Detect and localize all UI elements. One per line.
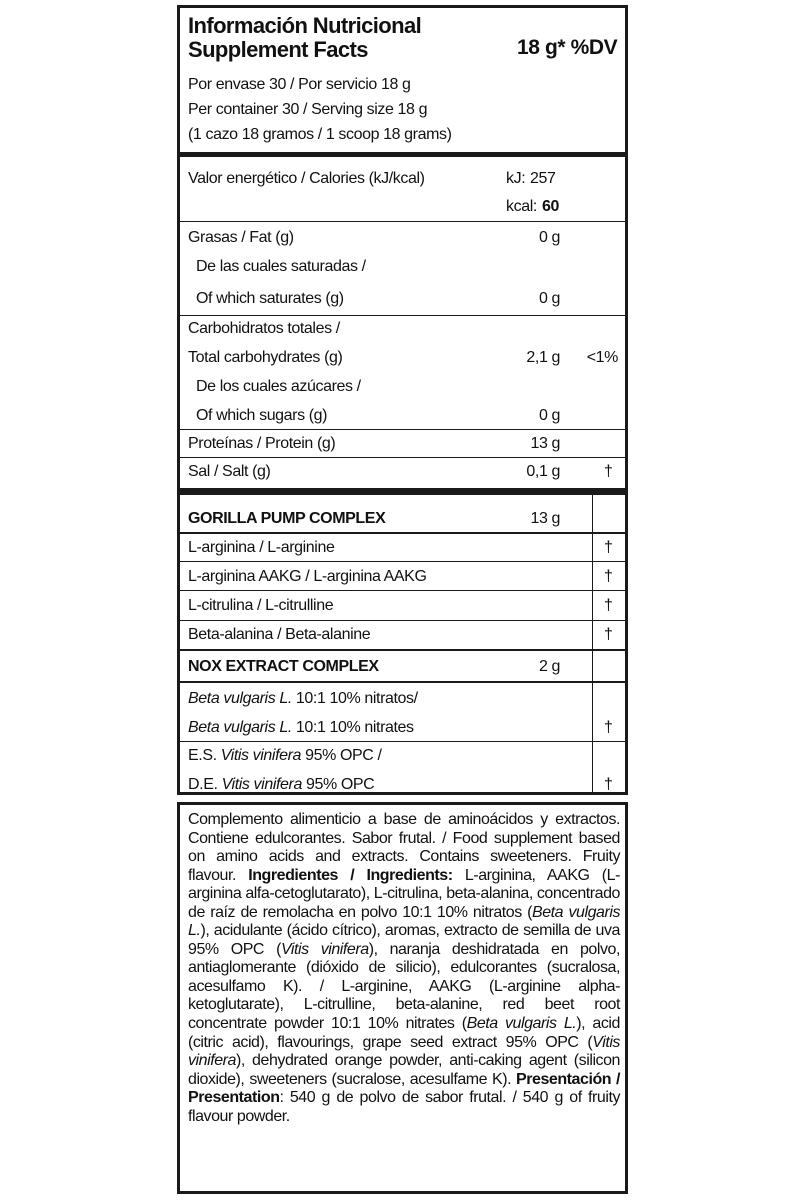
row-divider: [180, 457, 625, 458]
nox-beta-dv: †: [604, 719, 613, 736]
nutrient-value: 0 g: [538, 290, 560, 307]
column-divider: [592, 651, 593, 795]
row-divider: [180, 561, 625, 562]
nutrient-label: De las cuales saturadas /: [196, 258, 366, 275]
nutrient-label: Carbohidratos totales /: [188, 320, 340, 337]
energy-label: Valor energético / Calories (kJ/kcal): [188, 170, 425, 187]
title-spanish: Información Nutricional: [188, 13, 422, 38]
gorilla-item: Beta-alanina / Beta-alanine: [188, 626, 371, 643]
energy-kcal-value: 60: [542, 198, 559, 215]
title-english: Supplement Facts: [188, 37, 368, 62]
nox-vitis-line-1: E.S. Vitis vinifera 95% OPC /: [188, 747, 382, 764]
nox-vitis-line-2: D.E. Vitis vinifera 95% OPC: [188, 776, 375, 793]
gorilla-item-dv: †: [604, 626, 613, 643]
gorilla-item-dv: †: [604, 597, 613, 614]
nutrient-label: Of which sugars (g): [196, 407, 328, 424]
nox-complex-title: NOX EXTRACT COMPLEX: [188, 658, 379, 675]
row-divider: [180, 620, 625, 621]
nox-complex-amount: 2 g: [538, 658, 560, 675]
row-divider: [180, 429, 625, 430]
energy-kj-label: kJ:: [506, 170, 526, 187]
nutrient-value: 0,1 g: [526, 463, 560, 480]
nutrient-value: 0 g: [538, 407, 560, 424]
nox-vitis-dv: †: [604, 776, 613, 793]
nutrient-dv: †: [604, 463, 613, 480]
gorilla-item: L-citrulina / L-citrulline: [188, 597, 334, 614]
nox-beta-line-1: Beta vulgaris L. 10:1 10% nitratos/: [188, 690, 418, 707]
gorilla-item: L-arginina AAKG / L-arginina AAKG: [188, 568, 427, 585]
ingredients-paragraph: Complemento alimenticio a base de aminoácidos y extractos. Contiene edulcorantes. Sabor frutal. / Food supplement based on amino acids and extracts. Contains sweeteners. Fruity flavour. Ingredientes / Ingredients: L-arginina, AAKG (L- arginina alfa-cetoglutarato), L-citrulina, beta-alanina, concentrado de raíz de remolacha en polvo 10:1 10% nitratos (Beta vulgaris L.), acidulante (ácido cítrico), aromas, extracto de semilla de uva 95% OPC (Vitis vinifera), naranja deshidratada en polvo, antiaglomerante (dióxido de silicio), edulcorantes (sucralosa, acesulfamo K). / L-arginine, AAKG (L-arginine alpha-ketoglutarate), L-citrulline, beta-alanine, red beet root concentrate powder 10:1 10% nitrates (Beta vulgaris L.), acid (citric acid), flavourings, grape seed extract 95% OPC (Vitis vinifera), dehydrated orange powder, anti-caking agent (silicon dioxide), sweeteners (sucralose, acesulfame K). Presentación / Presentation: 540 g de polvo de sabor frutal. / 540 g of fruity flavour powder.: [188, 811, 620, 1125]
row-divider: [180, 221, 625, 222]
nutrient-value: 2,1 g: [526, 349, 560, 366]
column-divider: [592, 495, 593, 649]
supplement-facts-panel: [177, 5, 628, 795]
nutrient-label: Grasas / Fat (g): [188, 229, 294, 246]
gorilla-complex-title: GORILLA PUMP COMPLEX: [188, 510, 386, 527]
nutrient-dv: <1%: [586, 349, 618, 366]
row-divider: [180, 315, 625, 316]
nutrient-label: Total carbohydrates (g): [188, 349, 343, 366]
nutrient-value: 13 g: [530, 435, 560, 452]
row-divider: [180, 681, 625, 683]
energy-kj-value: 257: [530, 170, 556, 187]
row-divider: [180, 532, 625, 534]
gorilla-item-dv: †: [604, 568, 613, 585]
serving-line-3: (1 cazo 18 gramos / 1 scoop 18 grams): [188, 126, 452, 143]
nutrient-label: Of which saturates (g): [196, 290, 344, 307]
serving-column-label: 18 g* %DV: [517, 36, 618, 59]
nutrient-label: Sal / Salt (g): [188, 463, 271, 480]
serving-line-1: Por envase 30 / Por servicio 18 g: [188, 76, 411, 93]
gorilla-item-dv: †: [604, 539, 613, 556]
nutrient-value: 0 g: [538, 229, 560, 246]
row-divider: [180, 741, 625, 742]
nox-beta-line-2: Beta vulgaris L. 10:1 10% nitrates: [188, 719, 414, 736]
gorilla-item: L-arginina / L-arginine: [188, 539, 335, 556]
nutrient-label: De los cuales azúcares /: [196, 378, 361, 395]
row-divider: [180, 649, 625, 651]
gorilla-complex-amount: 13 g: [530, 510, 560, 527]
energy-kcal-label: kcal:: [506, 198, 537, 215]
serving-line-2: Per container 30 / Serving size 18 g: [188, 101, 428, 118]
row-divider: [180, 590, 625, 591]
description-panel: [177, 802, 628, 1194]
header-thick-divider: [180, 152, 625, 157]
nutrient-label: Proteínas / Protein (g): [188, 435, 336, 452]
thick-divider: [180, 488, 625, 495]
